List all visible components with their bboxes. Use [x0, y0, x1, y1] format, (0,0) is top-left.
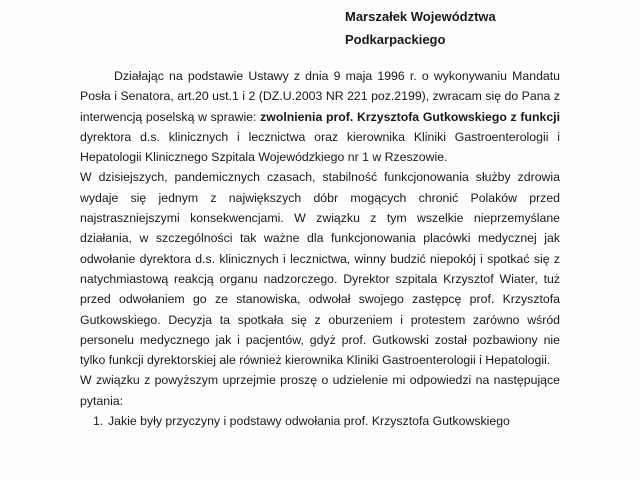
paragraph-intro-part-2: dyrektora d.s. klinicznych i lecznictwa oraz kierownika Kliniki Gastroenterologii i Hepatologii Klinicznego Szpitala Wojewódzkiego nr 1 w Rzeszowie.: [80, 129, 560, 165]
list-item-number: 1.: [93, 414, 104, 429]
paragraph-intro-part-1: Działając na podstawie Ustawy z dnia 9 maja 1996 r. o wykonywaniu Mandatu Posła i Senatora, art.20 ust.1 i 2 (DZ.U.2003 NR 221 poz.2199), zwracam się do Pana z interwencją poselską w sprawie:: [80, 69, 560, 124]
letter-body: [80, 66, 560, 431]
addressee-header: [345, 5, 496, 51]
paragraph-context: W dzisiejszych, pandemicznych czasach, stabilność funkcjonowania służby zdrowia wydaje się jednym z największych dóbr mogących chronić Polaków przed najstraszniejszymi konsekwencjami. W związku z tym wszelkie nieprzemyślane działania, w szczególności tak ważne dla funkcjonowania placówki medycznej jak odwołanie dyrektora d.s. klinicznych i lecznictwa, winny budzić niepokój i spotkać się z natychmiastową reakcją organu nadzorczego. Dyrektor szpitala Krzysztof Wiater, tuż przed odwołaniem go ze stanowiska, odwołał swojego zastępcę prof. Krzysztofa Gutkowskiego. Decyzja ta spotkała się z oburzeniem i protestem zarówno wśród personelu medycznego jak i pacjentów, gdyż prof. Gutkowski został pozbawiony nie tylko funkcji dyrektorskiej ale również kierownika Kliniki Gastroenterologii i Hepatologii.: [80, 170, 560, 368]
addressee-line-2: Podkarpackiego: [345, 32, 446, 47]
paragraph-intro-bold: zwolnienia prof. Krzysztofa Gutkowskiego z funkcji: [260, 109, 560, 124]
list-item: [80, 411, 560, 431]
paragraph-intro: [80, 66, 560, 167]
questions-list: [80, 411, 560, 431]
list-item-text: Jakie były przyczyny i podstawy odwołania prof. Krzysztofa Gutkowskiego: [108, 414, 510, 429]
paragraph-request: W związku z powyższym uprzejmie proszę o udzielenie mi odpowiedzi na następujące pytania:: [80, 373, 560, 408]
addressee-line-1: Marszałek Województwa: [345, 9, 496, 24]
